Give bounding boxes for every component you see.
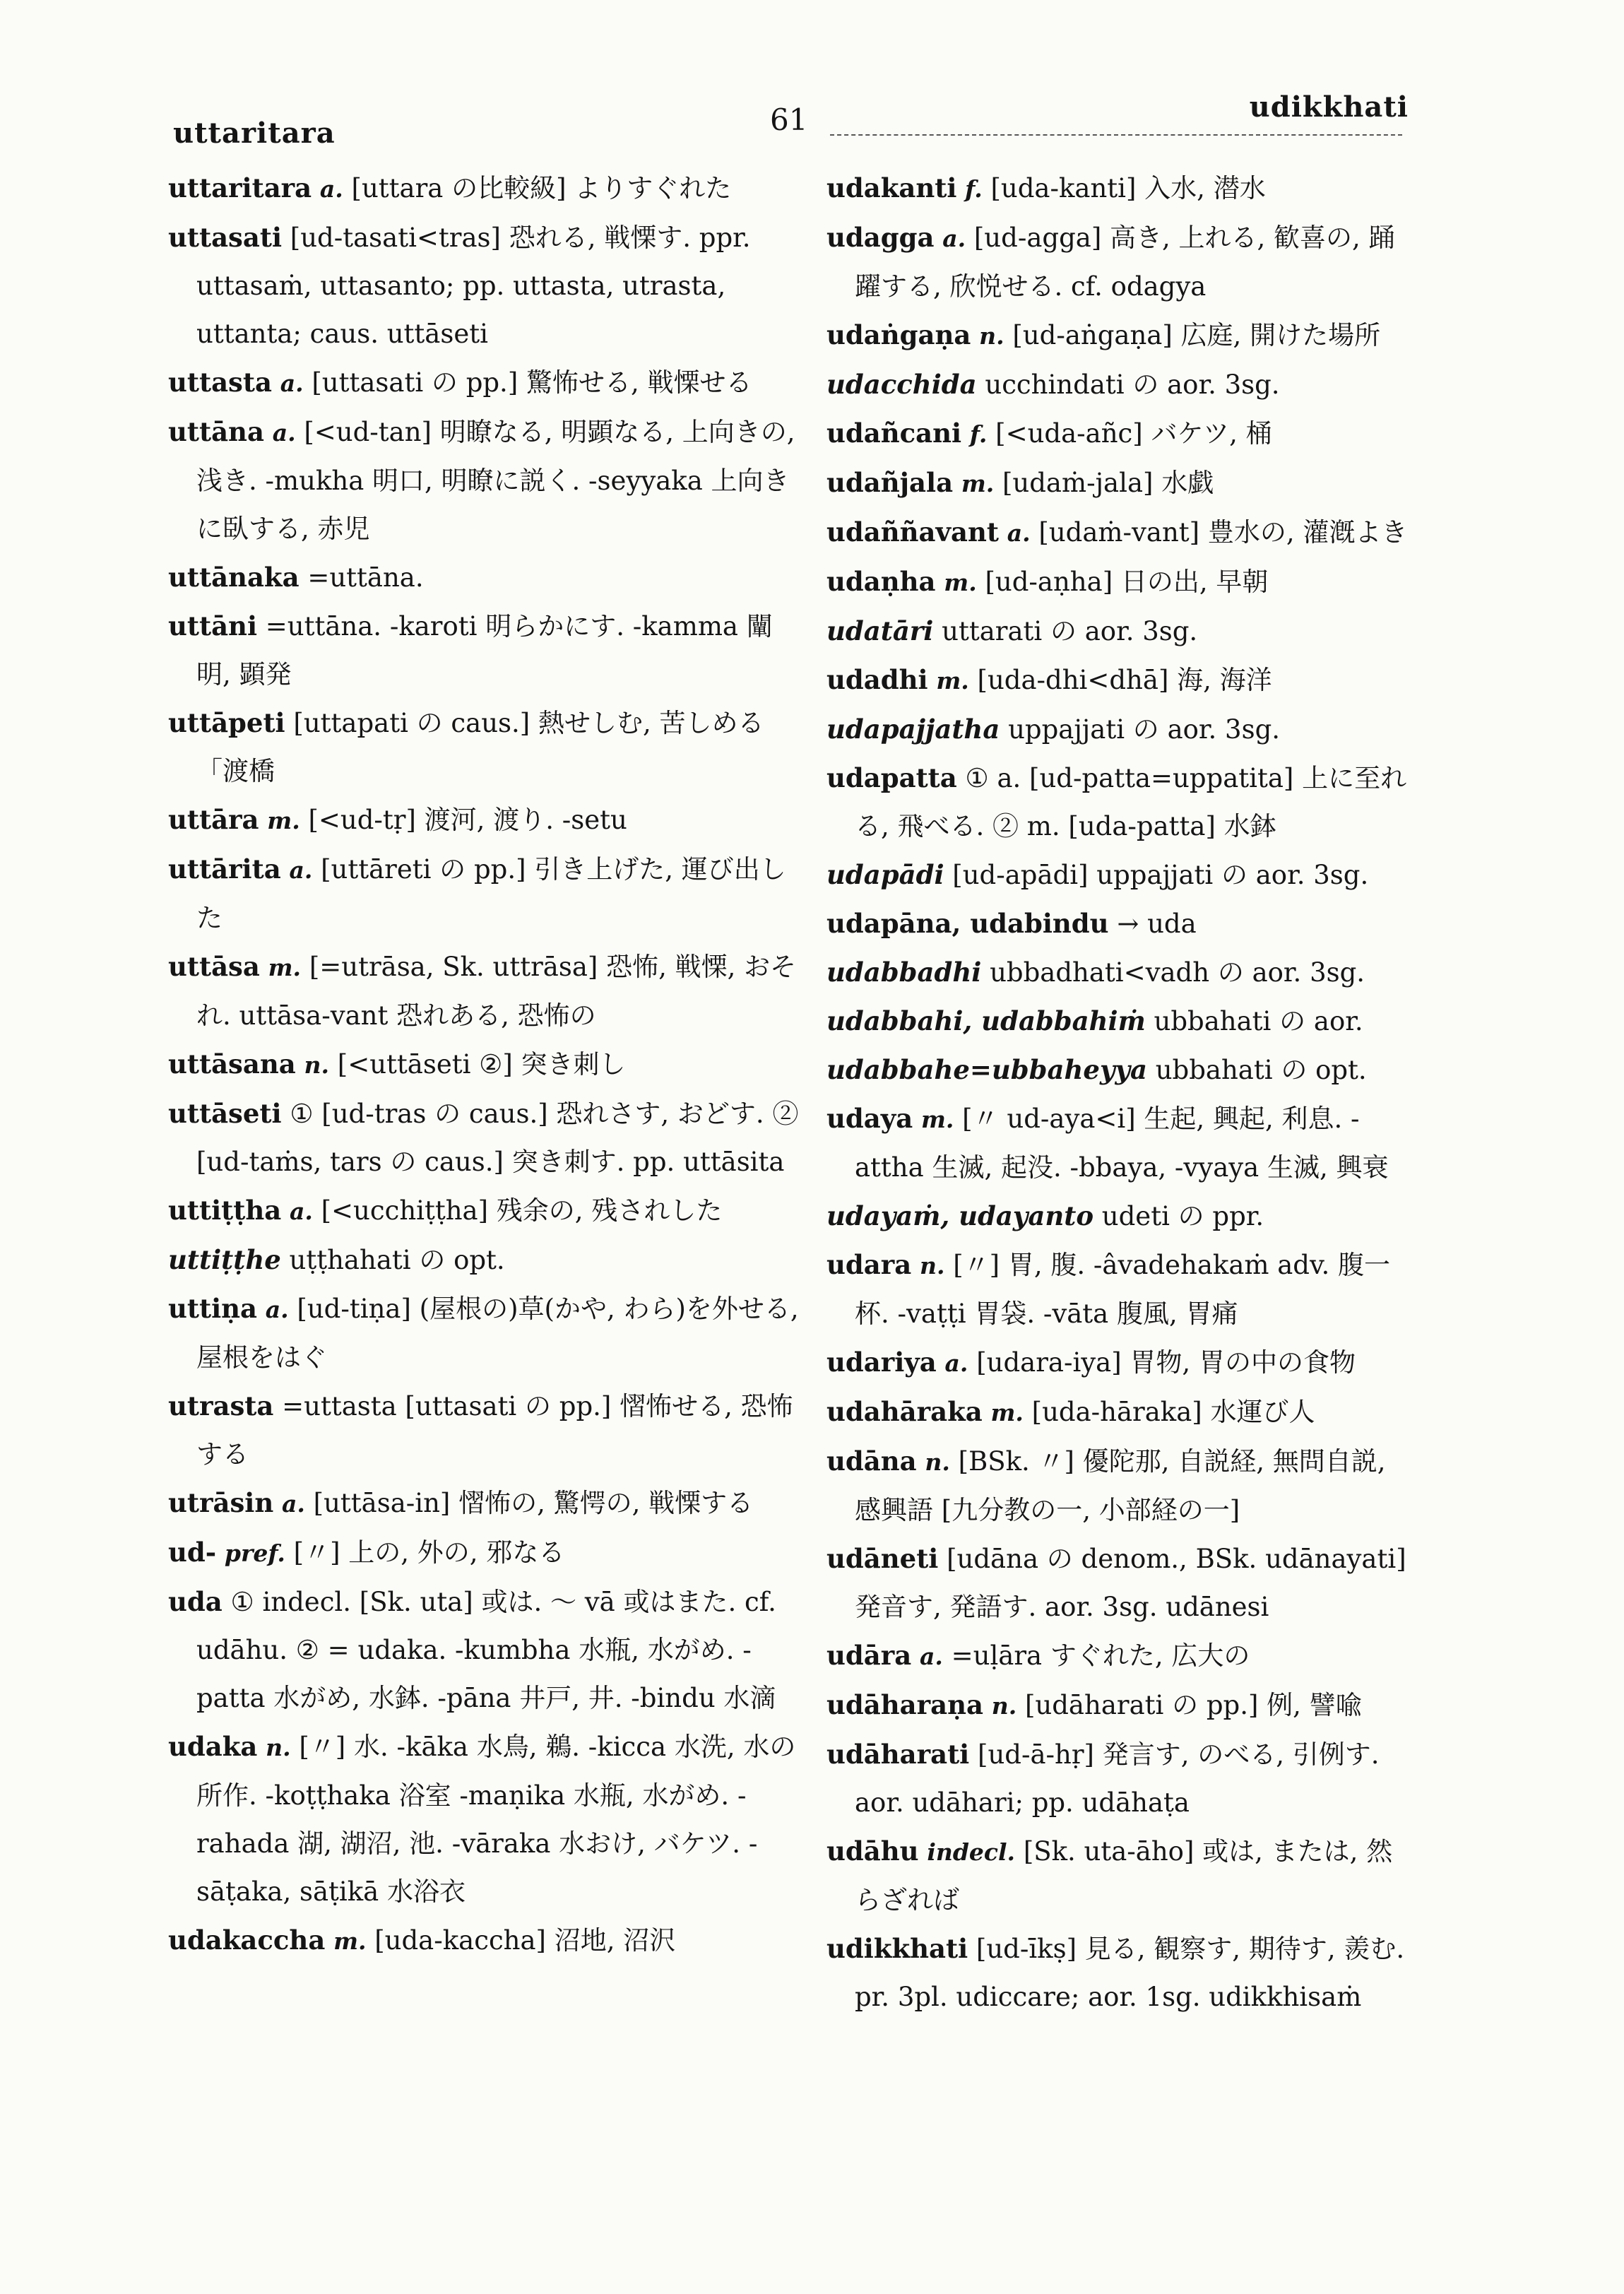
entry-definition: [uttapati の caus.] 熱せしむ, 苦しめる 「渡橋	[196, 708, 764, 786]
entry-headword: uttāpeti	[168, 707, 285, 738]
entry-headword: udakanti	[826, 172, 957, 203]
dictionary-entry	[826, 1046, 1416, 1094]
entry-headword: uttasati	[168, 222, 283, 253]
entry-headword: ud-	[168, 1537, 217, 1568]
dictionary-entry	[168, 1040, 804, 1089]
entry-headword: udakaccha	[168, 1925, 326, 1956]
entry-definition: [ud-aṇha] 日の出, 早朝	[985, 567, 1269, 597]
entry-definition: ① indecl. [Sk. uta] 或は. ～ vā 或はまた. cf. udāhu. ② = udaka. -kumbha 水瓶, 水がめ. -patta 水がめ, 水鉢. -pāna 井戸, 井. -bindu 水滴	[196, 1587, 776, 1713]
dictionary-entry	[826, 656, 1416, 705]
dictionary-entry	[826, 607, 1416, 656]
right-column	[826, 164, 1416, 2021]
entry-headword: uttārita	[168, 853, 281, 885]
dictionary-entry	[168, 1382, 804, 1479]
entry-definition: [udāna の denom., BSk. udānayati] 発音す, 発語す. aor. 3sg. udānesi	[855, 1544, 1406, 1622]
dictionary-entry	[168, 1236, 804, 1284]
entry-definition: [<ud-tan] 明瞭なる, 明顕なる, 上向きの, 浅き. -mukha 明口, 明瞭に説く. -seyyaka 上向きに臥する, 赤児	[196, 417, 795, 544]
dictionary-entry	[826, 705, 1416, 754]
entry-definition: [udaṁ-jala] 水戯	[1002, 468, 1214, 498]
dictionary-entry	[168, 845, 804, 942]
entry-definition: [ud-tasati<tras] 恐れる, 戦慄す. ppr. uttasaṁ, uttasanto; pp. uttasta, utrasta, uttanta; caus. uttāseti	[196, 223, 751, 349]
dictionary-entry	[826, 508, 1416, 557]
entry-grammar: m.	[990, 1399, 1024, 1426]
entry-headword: udapajjatha	[826, 714, 1000, 745]
entry-definition: =uttāna.	[307, 562, 424, 593]
entry-grammar: a.	[942, 225, 966, 252]
dictionary-entry	[168, 796, 804, 845]
dictionary-entry	[826, 409, 1416, 459]
entry-grammar: n.	[979, 322, 1004, 350]
entry-headword: uttānaka	[168, 562, 300, 593]
entry-grammar: a.	[265, 1296, 289, 1323]
entry-grammar: n.	[919, 1252, 945, 1279]
entry-headword: udabbahe=ubbaheyya	[826, 1054, 1147, 1085]
entry-definition: [<uttāseti ②] 突き刺し	[337, 1049, 626, 1080]
dictionary-entry	[168, 213, 804, 358]
entry-headword: udikkhati	[826, 1933, 968, 1964]
entry-definition: [uttasati の pp.] 驚怖せる, 戦慄せる	[312, 367, 752, 398]
entry-grammar: m.	[267, 807, 300, 834]
entry-headword: udahāraka	[826, 1396, 983, 1427]
entry-headword: uttiṭṭha	[168, 1195, 282, 1226]
entry-definition: [uttāsa-in] 慴怖の, 驚愕の, 戦慄する	[313, 1488, 754, 1518]
entry-headword: udara	[826, 1249, 912, 1280]
entry-grammar: a.	[282, 1490, 305, 1518]
dictionary-entry	[826, 997, 1416, 1046]
entry-headword: udāra	[826, 1640, 912, 1671]
entry-definition: [<ucchiṭṭha] 残余の, 残されした	[321, 1195, 723, 1226]
entry-definition: uppajjati の aor. 3sg.	[1008, 714, 1281, 745]
entry-definition: [Sk. uta-āho] 或は, または, 然らざれば	[855, 1836, 1393, 1915]
entry-grammar: n.	[266, 1734, 291, 1761]
entry-definition: [=utrāsa, Sk. uttrāsa] 恐怖, 戦慄, おそれ. uttāsa-vant 恐れある, 恐怖の	[196, 952, 797, 1031]
dictionary-entry	[826, 1730, 1416, 1827]
dictionary-entry	[826, 1094, 1416, 1192]
entry-definition: ① [ud-tras の caus.] 恐れさす, おどす. ② [ud-taṁs, tars の caus.] 突き刺す. pp. uttāsita	[196, 1099, 799, 1177]
entry-headword: uttiṇa	[168, 1293, 258, 1324]
entry-grammar: n.	[304, 1051, 329, 1079]
dictionary-entry	[826, 1681, 1416, 1730]
entry-headword: uttasta	[168, 367, 272, 398]
dictionary-entry	[826, 459, 1416, 508]
entry-grammar: m.	[921, 1106, 954, 1133]
dictionary-entry	[826, 557, 1416, 607]
dictionary-entry	[168, 553, 804, 602]
entry-headword: udaṇha	[826, 566, 936, 597]
dictionary-entry	[826, 164, 1416, 213]
entry-definition: =uttasta [uttasati の pp.] 慴怖せる, 恐怖する	[196, 1391, 793, 1470]
entry-definition: ubbadhati<vadh の aor. 3sg.	[990, 957, 1365, 988]
entry-headword: udabbahi, udabbahiṁ	[826, 1005, 1146, 1036]
entry-definition: [udaṁ-vant] 豊水の, 灌漑よき	[1038, 517, 1408, 548]
dictionary-entry	[168, 1722, 804, 1916]
entry-headword: uttaritara	[168, 172, 312, 203]
entry-grammar: a.	[280, 369, 304, 397]
entry-headword: udañcani	[826, 418, 962, 449]
dictionary-entry	[826, 754, 1416, 851]
dictionary-entry	[826, 311, 1416, 360]
entry-headword: udabbadhi	[826, 957, 982, 988]
dictionary-entry	[168, 1089, 804, 1186]
entry-definition: [uttāreti の pp.] 引き上げた, 運び出した	[196, 854, 786, 933]
entry-definition: [uda-kaccha] 沼地, 沼沢	[374, 1925, 676, 1956]
entry-definition: [<ud-tṛ] 渡河, 渡り. -setu	[308, 805, 627, 835]
dictionary-entry	[826, 1241, 1416, 1338]
entry-definition: [ud-agga] 高き, 上れる, 歓喜の, 踊躍する, 欣悦せる. cf. odagya	[855, 223, 1395, 302]
entry-grammar: a.	[272, 419, 296, 447]
dictionary-entry	[826, 1827, 1416, 1925]
entry-headword: udaka	[168, 1731, 258, 1762]
entry-grammar: f.	[969, 420, 988, 448]
running-head-right: udikkhati	[1249, 90, 1409, 124]
dictionary-entry	[826, 1388, 1416, 1437]
entry-grammar: n.	[991, 1692, 1017, 1720]
dictionary-entry	[826, 851, 1416, 899]
entry-definition: [uda-hāraka] 水運び人	[1031, 1397, 1315, 1427]
dictionary-entry	[168, 408, 804, 553]
entry-definition: uttarati の aor. 3sg.	[942, 616, 1198, 646]
dictionary-entry	[168, 699, 804, 796]
entry-headword: uttāsana	[168, 1048, 296, 1080]
entry-definition: [ud-ā-hṛ] 発言す, のべる, 引例す. aor. udāhari; pp. udāhaṭa	[855, 1739, 1380, 1818]
entry-headword: udañjala	[826, 467, 954, 498]
entry-headword: uttāra	[168, 804, 259, 835]
dictionary-entry	[168, 358, 804, 408]
dictionary-entry	[168, 1528, 804, 1578]
entry-grammar: m.	[268, 954, 302, 981]
entry-headword: udāharati	[826, 1739, 970, 1770]
entry-headword: udapādi	[826, 859, 944, 890]
entry-grammar: m.	[333, 1927, 367, 1955]
entry-definition: uṭṭhahati の opt.	[289, 1245, 505, 1275]
entry-definition: =uḷāra すぐれた, 広大の	[951, 1640, 1250, 1671]
entry-headword: udariya	[826, 1347, 937, 1378]
left-column	[168, 164, 804, 1965]
page-number: 61	[770, 102, 808, 137]
entry-definition: [ud-apādi] uppajjati の aor. 3sg.	[952, 860, 1369, 890]
entry-definition: → uda	[1117, 909, 1197, 939]
entry-headword: uttiṭṭhe	[168, 1244, 281, 1275]
dictionary-entry	[826, 1925, 1416, 2021]
entry-headword: udāharaṇa	[826, 1689, 983, 1720]
entry-definition: [ud-tiṇa] (屋根の)草(かや, わら)を外せる, 屋根をはぐ	[196, 1294, 799, 1373]
entry-grammar: m.	[936, 667, 969, 694]
entry-headword: udāhu	[826, 1835, 919, 1867]
entry-headword: uttāsa	[168, 951, 260, 982]
entry-definition: [uda-dhi<dhā] 海, 海洋	[977, 665, 1272, 695]
entry-headword: udaya	[826, 1103, 913, 1134]
entry-definition: [ud-aṅgaṇa] 広庭, 開けた場所	[1012, 320, 1381, 350]
dictionary-entry	[168, 1284, 804, 1382]
entry-headword: udayaṁ, udayanto	[826, 1200, 1094, 1231]
dictionary-entry	[168, 942, 804, 1040]
dictionary-entry	[826, 899, 1416, 948]
entry-headword: udatāri	[826, 615, 934, 646]
entry-headword: udāneti	[826, 1543, 939, 1574]
entry-definition: [ud-īkṣ] 見る, 観察す, 期待す, 羨む. pr. 3pl. udiccare; aor. 1sg. udikkhisaṁ	[855, 1934, 1405, 2012]
entry-definition: [〃] 胃, 腹. -âvadehakaṁ adv. 腹一杯. -vaṭṭi 胃袋. -vāta 腹風, 胃痛	[855, 1250, 1391, 1329]
entry-definition: [〃] 水. -kāka 水鳥, 鵜. -kicca 水洗, 水の所作. -koṭṭhaka 浴室 -maṇika 水瓶, 水がめ. -rahada 湖, 湖沼, 池. -vāraka 水おけ, バケツ. -sāṭaka, sāṭikā 水浴衣	[196, 1732, 796, 1907]
dictionary-entry	[826, 1631, 1416, 1681]
dictionary-entry	[826, 1338, 1416, 1388]
entry-definition: ① a. [ud-patta=uppatita] 上に至れる, 飛べる. ② m. [uda-patta] 水鉢	[855, 763, 1407, 841]
dictionary-entry	[168, 164, 804, 213]
entry-definition: [uda-kanti] 入水, 潜水	[990, 173, 1266, 203]
entry-grammar: indecl.	[927, 1838, 1016, 1866]
entry-definition: [udara-iya] 胃物, 胃の中の食物	[976, 1347, 1356, 1378]
entry-headword: udagga	[826, 222, 935, 253]
entry-grammar: a.	[289, 1198, 313, 1225]
entry-grammar: m.	[961, 470, 995, 497]
entry-definition: ubbahati の opt.	[1155, 1055, 1367, 1085]
entry-headword: uttāseti	[168, 1098, 282, 1129]
entry-grammar: a.	[944, 1349, 968, 1377]
entry-definition: [〃 ud-aya<i] 生起, 興起, 利息. -attha 生滅, 起没. -bbaya, -vyaya 生滅, 興衰	[855, 1104, 1389, 1183]
entry-definition: udeti の ppr.	[1101, 1201, 1264, 1231]
entry-definition: =uttāna. -karoti 明らかにす. -kamma 闡明, 顕発	[196, 611, 773, 690]
dictionary-entry	[826, 1437, 1416, 1535]
entry-headword: utrāsin	[168, 1487, 274, 1518]
dictionary-entry	[826, 213, 1416, 311]
dictionary-entry	[826, 1535, 1416, 1631]
entry-headword: udaṅgaṇa	[826, 319, 971, 350]
entry-grammar: a.	[319, 175, 343, 203]
entry-grammar: m.	[944, 569, 977, 596]
entry-headword: udāna	[826, 1445, 917, 1477]
entry-grammar: a.	[1007, 519, 1031, 547]
dictionary-entry	[826, 1192, 1416, 1241]
dictionary-entry	[168, 602, 804, 699]
dictionary-entry	[168, 1578, 804, 1722]
entry-grammar: n.	[925, 1448, 950, 1476]
entry-headword: udadhi	[826, 664, 928, 695]
dictionary-entry	[168, 1916, 804, 1965]
entry-grammar: pref.	[224, 1539, 285, 1567]
entry-definition: [BSk. 〃] 優陀那, 自説経, 無問自説, 感興語 [九分教の一, 小部経の一]	[855, 1446, 1386, 1525]
entry-headword: udapatta	[826, 762, 957, 793]
header-rule	[830, 134, 1402, 136]
entry-definition: [udāharati の pp.] 例, 譬喩	[1024, 1690, 1362, 1720]
entry-definition: ubbahati の aor.	[1154, 1006, 1363, 1036]
entry-headword: uttāna	[168, 416, 264, 447]
entry-headword: udaññavant	[826, 516, 999, 548]
entry-grammar: f.	[965, 175, 983, 203]
dictionary-entry	[168, 1479, 804, 1528]
running-head-left: uttaritara	[173, 117, 336, 150]
entry-grammar: a.	[919, 1643, 943, 1670]
entry-headword: udapāna, udabindu	[826, 908, 1109, 939]
dictionary-entry	[168, 1186, 804, 1236]
dictionary-entry	[826, 948, 1416, 997]
entry-definition: [<uda-añc] バケツ, 桶	[995, 418, 1272, 449]
entry-definition: ucchindati の aor. 3sg.	[985, 369, 1280, 400]
entry-headword: udacchida	[826, 369, 977, 400]
entry-definition: [uttara の比較級] よりすぐれた	[351, 173, 732, 203]
dictionary-entry	[826, 360, 1416, 409]
entry-definition: [〃] 上の, 外の, 邪なる	[293, 1537, 565, 1568]
entry-headword: uttāni	[168, 610, 258, 642]
entry-headword: utrasta	[168, 1390, 274, 1421]
entry-headword: uda	[168, 1586, 223, 1617]
entry-grammar: a.	[289, 856, 313, 884]
